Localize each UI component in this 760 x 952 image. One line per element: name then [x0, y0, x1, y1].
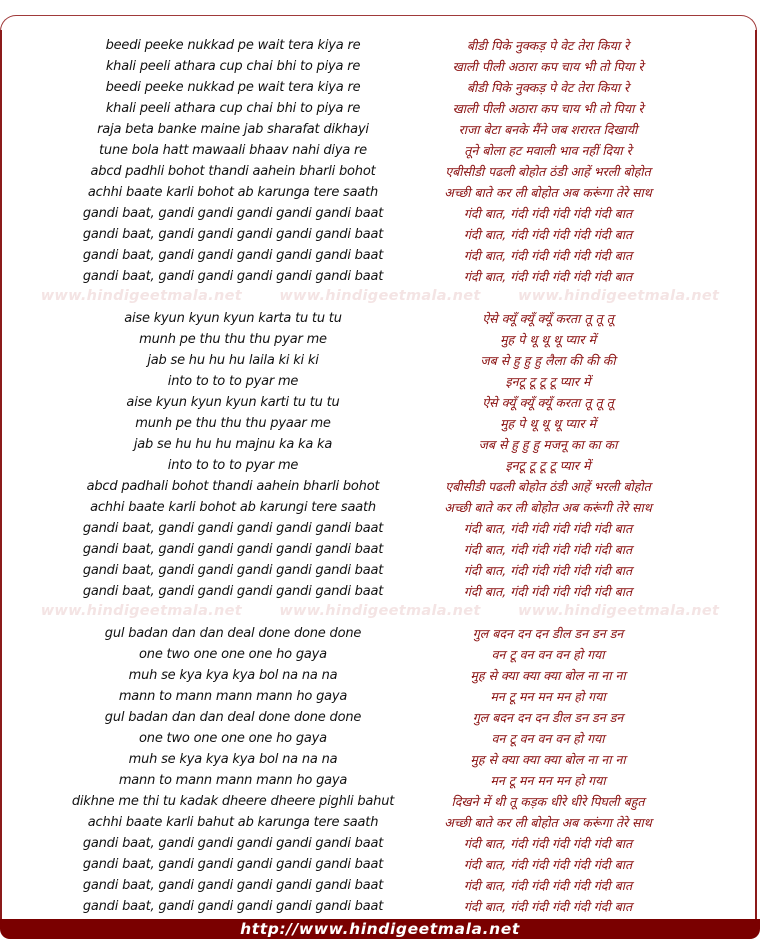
lyric-line: into to to to pyar me [167, 458, 299, 473]
lyric-line: one two one one one ho gaya [139, 731, 327, 746]
lyric-line: गंदी बात, गंदी गंदी गंदी गंदी गंदी बात [463, 857, 633, 872]
lyric-line: ऐसे क्यूँ क्यूँ क्यूँ करता तू तू तू [482, 311, 614, 326]
lyric-line: khali peeli athara cup chai bhi to piya re [105, 101, 361, 116]
watermark-text: www.hindigeetmala.net [40, 603, 242, 619]
lyric-line: तूने बोला हट मवाली भाव नहीं दिया रे [464, 143, 632, 158]
lyric-line: jab se hu hu hu laila ki ki ki [147, 353, 319, 368]
lyric-line: गंदी बात, गंदी गंदी गंदी गंदी गंदी बात [463, 227, 633, 242]
lyric-line: gandi baat, gandi gandi gandi gandi gandi baat [82, 584, 384, 599]
lyric-line: एबीसीडी पढली बोहोत ठंडी आहें भरली बोहोत [445, 164, 651, 179]
lyric-line: mann to mann mann mann ho gaya [118, 689, 348, 704]
lyric-line: beedi peeke nukkad pe wait tera kiya re [105, 38, 361, 53]
lyric-line: गंदी बात, गंदी गंदी गंदी गंदी गंदी बात [463, 542, 633, 557]
lyric-line: खाली पीली अठारा कप चाय भी तो पिया रे [452, 101, 644, 116]
lyric-line: एबीसीडी पढली बोहोत ठंडी आहें भरली बोहोत [445, 479, 651, 494]
lyric-line: jab se hu hu hu majnu ka ka ka [133, 437, 333, 452]
lyric-line: मुह पे थू थू थू प्यार में [500, 416, 596, 431]
lyric-line: one two one one one ho gaya [139, 647, 327, 662]
lyric-line: गंदी बात, गंदी गंदी गंदी गंदी गंदी बात [463, 878, 633, 893]
lyric-line: गंदी बात, गंदी गंदी गंदी गंदी गंदी बात [463, 521, 633, 536]
lyric-line: बीडी पिके नुक्कड़ पे वेट तेरा किया रे [466, 38, 630, 53]
lyric-line: gul badan dan dan deal done done done [104, 626, 362, 641]
watermark-row-1 [0, 285, 760, 307]
lyric-line: जब से हु हु हु मजनू का का का [478, 437, 618, 452]
lyric-line: muh se kya kya kya bol na na na [128, 752, 338, 767]
lyric-line: gandi baat, gandi gandi gandi gandi gandi baat [82, 836, 384, 851]
lyric-line: जब से हु हु हु लैला की की की [480, 353, 616, 368]
english-stanza-2 [63, 308, 403, 602]
english-stanza-3 [63, 623, 403, 917]
lyric-line: gandi baat, gandi gandi gandi gandi gandi baat [82, 857, 384, 872]
lyric-line: अच्छी बाते कर ली बोहोत अब करूंगी तेरे साथ [444, 500, 652, 515]
lyric-line: अच्छी बाते कर ली बोहोत अब करूंगा तेरे साथ [444, 185, 652, 200]
hindi-stanza-1 [378, 35, 718, 287]
watermark-text: www.hindigeetmala.net [518, 288, 720, 304]
lyric-line: munh pe thu thu thu pyar me [139, 332, 327, 347]
english-stanza-1 [63, 35, 403, 287]
lyric-line: abcd padhali bohot thandi aahein bharli bohot [86, 479, 380, 494]
lyric-line: achhi baate karli bohot ab karunga tere saath [87, 185, 379, 200]
lyric-line: aise kyun kyun kyun karta tu tu tu [124, 311, 342, 326]
lyric-line: gandi baat, gandi gandi gandi gandi gandi baat [82, 269, 384, 284]
lyric-line: gandi baat, gandi gandi gandi gandi gandi baat [82, 227, 384, 242]
lyric-line: मुह पे थू थू थू प्यार में [500, 332, 596, 347]
lyric-line: गुल बदन दन दन डील डन डन डन [472, 626, 624, 641]
lyric-line: gandi baat, gandi gandi gandi gandi gandi baat [82, 248, 384, 263]
lyric-line: dikhne me thi tu kadak dheere dheere pighli bahut [71, 794, 395, 809]
footer-site-link[interactable]: http://www.hindigeetmala.net [240, 920, 520, 938]
lyric-line: मन टू मन मन मन हो गया [490, 689, 606, 704]
lyric-line: गंदी बात, गंदी गंदी गंदी गंदी गंदी बात [463, 563, 633, 578]
lyric-line: beedi peeke nukkad pe wait tera kiya re [105, 80, 361, 95]
lyric-line: गंदी बात, गंदी गंदी गंदी गंदी गंदी बात [463, 899, 633, 914]
lyric-line: मुह से क्या क्या क्या बोल ना ना ना [470, 668, 626, 683]
lyric-line: गंदी बात, गंदी गंदी गंदी गंदी गंदी बात [463, 206, 633, 221]
footer-bar [0, 919, 760, 939]
lyric-line: into to to to pyar me [167, 374, 299, 389]
lyric-line: राजा बेटा बनके मैंने जब शरारत दिखायी [458, 122, 638, 137]
lyric-line: गंदी बात, गंदी गंदी गंदी गंदी गंदी बात [463, 836, 633, 851]
lyric-line: मुह से क्या क्या क्या बोल ना ना ना [470, 752, 626, 767]
lyric-line: बीडी पिके नुक्कड़ पे वेट तेरा किया रे [466, 80, 630, 95]
lyric-line: gandi baat, gandi gandi gandi gandi gandi baat [82, 878, 384, 893]
lyric-line: वन टू वन वन वन हो गया [491, 731, 605, 746]
lyric-line: raja beta banke maine jab sharafat dikhayi [97, 122, 369, 137]
english-lyrics-column [63, 35, 403, 917]
watermark-text: www.hindigeetmala.net [518, 603, 720, 619]
lyric-line: achhi baate karli bohot ab karungi tere saath [90, 500, 376, 515]
lyric-line: गंदी बात, गंदी गंदी गंदी गंदी गंदी बात [463, 269, 633, 284]
lyric-line: वन टू वन वन वन हो गया [491, 647, 605, 662]
lyric-line: ऐसे क्यूँ क्यूँ क्यूँ करता तू तू तू [482, 395, 614, 410]
lyric-line: gandi baat, gandi gandi gandi gandi gandi baat [82, 899, 384, 914]
lyric-line: muh se kya kya kya bol na na na [128, 668, 338, 683]
lyric-line: गंदी बात, गंदी गंदी गंदी गंदी गंदी बात [463, 248, 633, 263]
watermark-text: www.hindigeetmala.net [279, 288, 481, 304]
lyric-line: अच्छी बाते कर ली बोहोत अब करूंगा तेरे साथ [444, 815, 652, 830]
lyric-line: tune bola hatt mawaali bhaav nahi diya re [99, 143, 367, 158]
watermark-row-2 [0, 600, 760, 622]
lyric-line: मन टू मन मन मन हो गया [490, 773, 606, 788]
lyric-line: gandi baat, gandi gandi gandi gandi gandi baat [82, 542, 384, 557]
hindi-stanza-3 [378, 623, 718, 917]
lyric-line: गुल बदन दन दन डील डन डन डन [472, 710, 624, 725]
lyric-line: munh pe thu thu thu pyaar me [135, 416, 331, 431]
hindi-lyrics-column [378, 35, 718, 917]
watermark-text: www.hindigeetmala.net [40, 288, 242, 304]
lyric-line: दिखने में थी तू कड़क धीरे धीरे पिघली बहुत [451, 794, 645, 809]
watermark-text: www.hindigeetmala.net [279, 603, 481, 619]
lyric-line: abcd padhli bohot thandi aahein bharli bohot [90, 164, 376, 179]
lyric-line: gandi baat, gandi gandi gandi gandi gandi baat [82, 206, 384, 221]
lyric-line: khali peeli athara cup chai bhi to piya re [105, 59, 361, 74]
lyric-line: mann to mann mann mann ho gaya [118, 773, 348, 788]
lyric-line: achhi baate karli bahut ab karunga tere saath [87, 815, 379, 830]
hindi-stanza-2 [378, 308, 718, 602]
lyric-line: गंदी बात, गंदी गंदी गंदी गंदी गंदी बात [463, 584, 633, 599]
lyric-line: इनटू टू टू टू प्यार में [505, 458, 591, 473]
lyric-line: खाली पीली अठारा कप चाय भी तो पिया रे [452, 59, 644, 74]
lyric-line: gandi baat, gandi gandi gandi gandi gandi baat [82, 563, 384, 578]
lyric-line: gul badan dan dan deal done done done [104, 710, 362, 725]
lyric-line: इनटू टू टू टू प्यार में [505, 374, 591, 389]
lyric-line: gandi baat, gandi gandi gandi gandi gandi baat [82, 521, 384, 536]
lyric-line: aise kyun kyun kyun karti tu tu tu [126, 395, 340, 410]
